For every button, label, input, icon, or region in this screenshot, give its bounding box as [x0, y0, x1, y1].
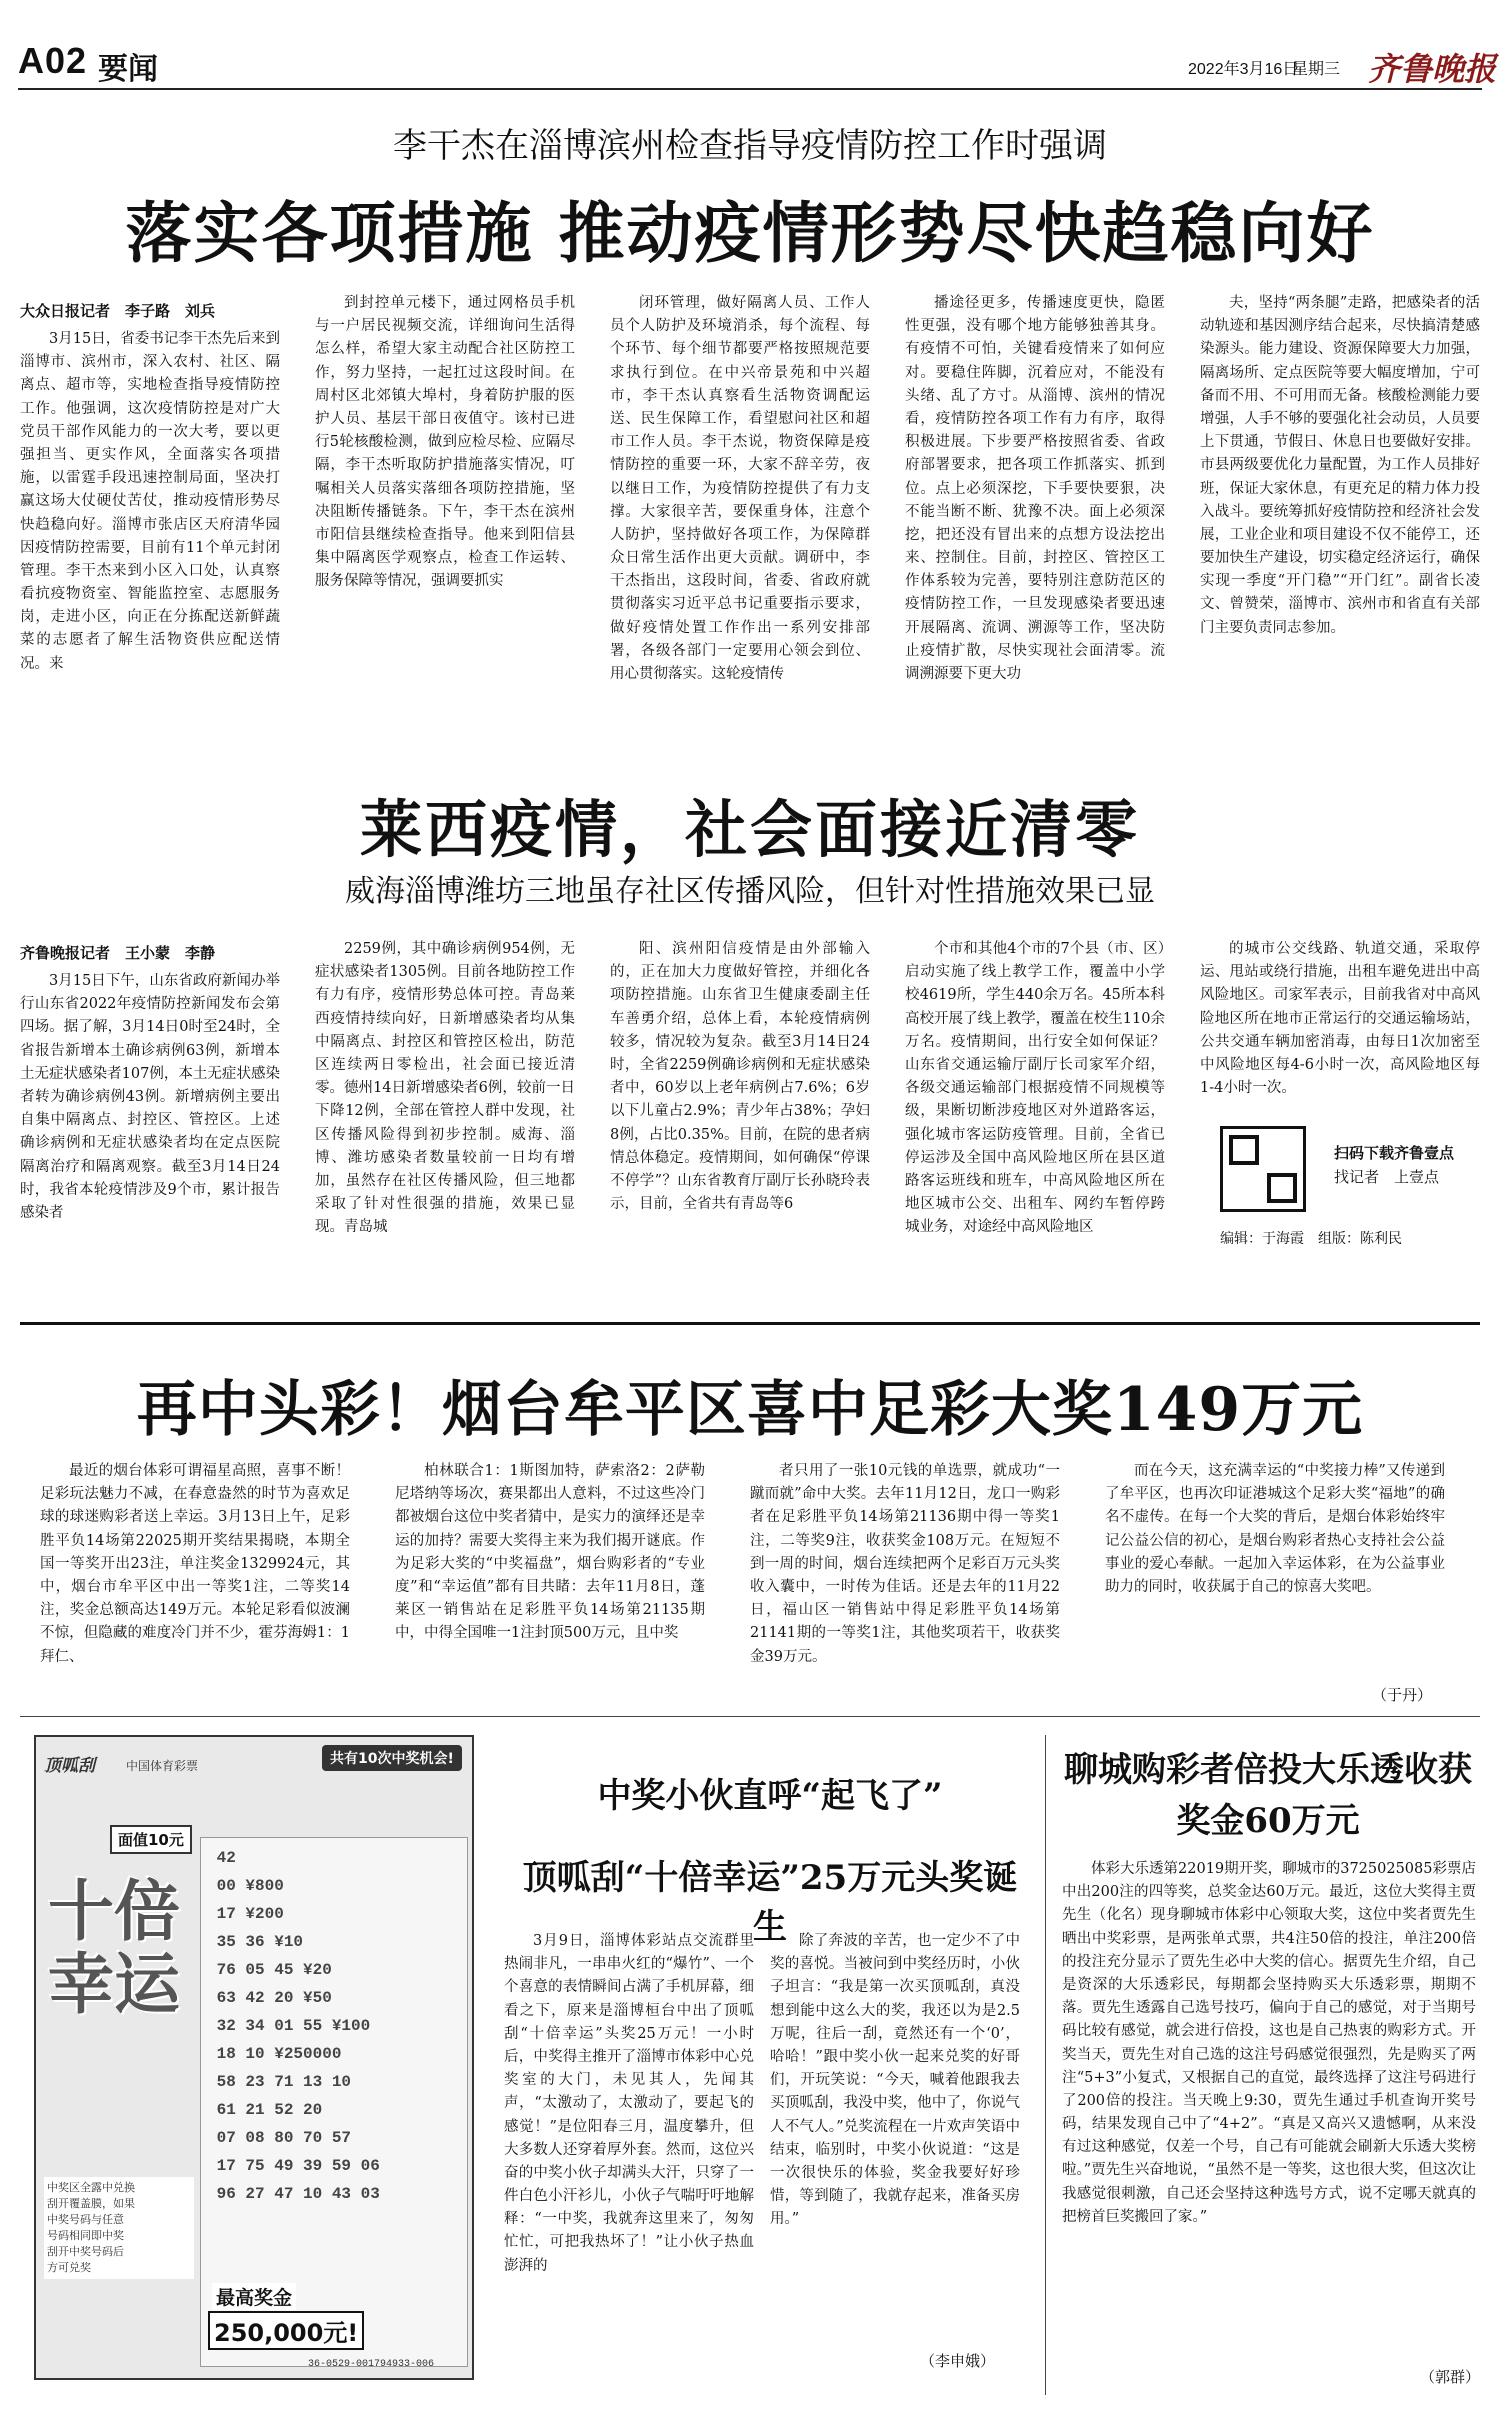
ticket-org: 中国体育彩票 — [126, 1759, 199, 1773]
ticket-banner: 共有10次中奖机会! — [322, 1745, 462, 1771]
story-b-column-2 — [315, 938, 575, 1295]
ticket-scratch-grid: 42 00 ¥800 17 ¥200 35 36 ¥10 76 05 45 ¥20 63 42 20 ¥50 32 34 01 55 ¥100 18 10 ¥250000 58 23 71 13 10 61 21 52 20 07 08 80 70 57 17 75 49 39 59 06 96 27 47 10 43 03 — [200, 1837, 468, 2367]
story-a-column-5 — [1200, 292, 1480, 743]
story-a-column-1 — [20, 328, 280, 743]
story-b-column-4 — [905, 938, 1165, 1295]
story-d-col1-text: 3月9日，淄博体彩站点交流群里热闹非凡，一串串火红的“爆竹”、一个个喜意的表情瞬间占满了手机屏幕，细看之下，原来是淄博桓台中出了顶呱刮“十倍幸运”头奖25万元！一小时后，中奖得主推开了淄博市体彩中心兑奖室的大门，未见其人，先闻其声，“太激动了，太激动了，要起飞的感觉！”是位阳春三月，温度攀升，但大多数人还穿着厚外套。然而，这位兴奋的中奖小伙子却满头大汗，只穿了一件白色小汗衫儿，小伙子气喘吁吁地解释：“一中奖，我就奔这里来了，匆匆忙忙，可把我热坏了！”让小伙子热血澎湃的 — [504, 1933, 754, 2274]
lottery-ticket-image — [34, 1735, 474, 2380]
story-a-col5-text: 夫，坚持“两条腿”走路，把感染者的活动轨迹和基因测序结合起来，尽快搞清楚感染源头。能力建设、资源保障要大力加强，隔离场所、定点医院等要大幅度增加，宁可备而不用、不可用而无备。核酸检测能力要增强，人手不够的要强化社会动员，人员要上下贯通，节假日、休息日也要做好安排。市县两级要优化力量配置，为工作人员排好班，保证大家休息，有更充足的精力体力投入战斗。要统筹抓好疫情防控和经济社会发展，工业企业和项目建设不仅不能停工，还要加快生产建设，切实稳定经济运行，确保实现一季度“开门稳”“开门红”。副省长凌文、曾赞荣，淄博市、滨州市和省直有关部门主要负责同志参加。 — [1200, 295, 1480, 636]
qr-caption-sub: 找记者 上壹点 — [1334, 1168, 1440, 1186]
story-b-col2-text: 2259例，其中确诊病例954例，无症状感染者1305例。目前各地防控工作有力有序，疫情形势总体可控。青岛莱西疫情持续向好，日新增感染者均从集中隔离点、封控区和管控区检出，防范区连续两日零检出，社会面已接近清零。德州14日新增感染者6例，较前一日下降12例，全部在管控人群中发现，社区传播风险得到初步控制。威海、淄博、潍坊感染者数量较前一日均有增加，虽然存在社区传播风险，但三地都采取了针对性很强的措施，效果已显现。青岛城 — [315, 941, 575, 1236]
ticket-serial: 36-0529-001794933-006 — [308, 2359, 435, 2370]
story-c-col2-text: 柏林联合1：1斯图加特，萨索洛2：2萨勒尼塔纳等场次，赛果都出人意料，不过这些冷门都被烟台这位中奖者猜中，是实力的演绎还是幸运的加持？需要大奖得主来为我们揭开谜底。作为足彩大奖的“中奖福盘”，烟台购彩者的“专业度”和“幸运值”都有目共睹：去年11月8日，蓬莱区一销售站在足彩胜平负14场第21135期中，中得全国唯一1注封顶500万元，且中奖 — [395, 1463, 705, 1642]
story-b-subheadline: 威海淄博潍坊三地虽存社区传播风险，但针对性措施效果已显 — [345, 874, 1155, 909]
story-a-column-3 — [610, 292, 870, 743]
section-rule — [20, 1322, 1480, 1325]
story-a-column-2 — [315, 292, 575, 743]
story-c-column-4 — [1105, 1460, 1445, 1680]
ticket-prize-label: 最高奖金 — [212, 2283, 296, 2310]
story-b-column-5 — [1200, 938, 1480, 1118]
column-divider — [1045, 1735, 1046, 2395]
story-e-column-1 — [1062, 1858, 1476, 2358]
story-b-byline: 齐鲁晚报记者 王小蒙 李静 — [20, 944, 216, 962]
qr-code-icon[interactable] — [1220, 1126, 1306, 1212]
story-a-headline: 落实各项措施 推动疫情形势尽快趋稳向好 — [125, 194, 1375, 272]
newspaper-logo: 齐鲁晚报 — [1368, 50, 1497, 88]
story-d-headline-1: 中奖小伙直呼“起飞了” — [597, 1776, 943, 1816]
story-d-col2-text: 除了奔波的辛苦，也一定少不了中奖的喜悦。当被问到中奖经历时，小伙子坦言：“我是第一次买顶呱刮，真没想到能中这么大的奖，我还以为是2.5万呢，往后一刮，竟然还有一个‘0’，哈哈！”跟中奖小伙一起来兑奖的好哥们，开玩笑说：“今天，喊着他跟我去买顶呱刮，我没中奖，他中了，你说气人不气人。”兑奖流程在一片欢声笑语中结束，临别时，中奖小伙说道：“这是一次很快乐的体验，奖金我要好好珍惜，等到随了，我就存起来，准备买房用。” — [770, 1933, 1020, 2228]
story-c-column-3 — [750, 1460, 1060, 1706]
story-b-col3-text: 阳、滨州阳信疫情是由外部输入的，正在加大力度做好管控，并细化各项防控措施。山东省卫生健康委副主任车善勇介绍，总体上看，本轮疫情病例较多，情况较为复杂。截至3月14日24时，全省2259例确诊病例和无症状感染者中，60岁以上老年病例占7.6%；6岁以下儿童占2.9%；青少年占38%；孕妇8例，占比0.35%。目前，在院的患者病情总体稳定。疫情期间，如何确保“停课不停学”？山东省教育厅副厅长孙晓玲表示，目前，全省共有青岛等6 — [610, 941, 870, 1213]
section-name: 要闻 — [98, 52, 158, 87]
story-a-byline: 大众日报记者 李子路 刘兵 — [20, 302, 216, 320]
story-e-credit: （郭群） — [1420, 2368, 1481, 2386]
story-d-column-2 — [770, 1930, 1020, 2330]
story-c-col1-text: 最近的烟台体彩可谓福星高照，喜事不断！足彩玩法魅力不减，在春意盎然的时节为喜欢足球的球迷购彩者送上幸运。3月13日上午，足彩胜平负14场第22025期开奖结果揭晓，本期全国一等奖开出23注，单注奖金1329924元，其中，烟台市牟平区中出一等奖1注，二等奖14注，奖金总额高达149万元。本轮足彩看似波澜不惊，但隐藏的难度冷门并不少，霍芬海姆1：1拜仁、 — [40, 1463, 350, 1665]
story-d-headline-2: 顶呱刮“十倍幸运”25万元头奖诞生 — [522, 1858, 1018, 1947]
qr-caption-title: 扫码下载齐鲁壹点 — [1334, 1144, 1455, 1162]
ticket-rules: 中奖区全露中兑换 刮开覆盖膜，如果 中奖号码与任意 号码相同即中奖 刮开中奖号码后 方可兑奖 — [44, 2177, 194, 2279]
story-c-headline: 再中头彩！烟台牟平区喜中足彩大奖149万元 — [136, 1375, 1364, 1445]
story-b-col1-text: 3月15日下午，山东省政府新闻办举行山东省2022年疫情防控新闻发布会第四场。据了解，3月14日0时至24时，全省报告新增本土确诊病例63例，新增本土无症状感染者107例，本土无症状感染者转为确诊病例43例。新增病例主要出自集中隔离点、封控区、管控区。上述确诊病例和无症状感染者均在定点医院隔离治疗和隔离观察。截至3月14日24时，我省本轮疫情涉及9个市，累计报告感染者 — [20, 973, 280, 1221]
story-e-col1-text: 体彩大乐透第22019期开奖，聊城市的3725025085彩票店中出200注的四等奖，总奖金达60万元。最近，这位大奖得主贾先生（化名）现身聊城市体彩中心领取大奖，这位中奖者贾先生晒出中奖彩票，是两张单式票，共4注50倍的投注，单注200倍的投注充分显示了贾先生必中大奖的信心。据贾先生介绍，自己是资深的大乐透彩民，每期都会坚持购买大乐透彩票，期期不落。贾先生透露自己选号技巧，偏向于自己的感觉，对于当期号码比较有感觉，就会进行倍投，这也是自己热衷的购彩方式。开奖当天，贾先生对自己选的这注号码感觉很强烈，先是购买了两注“5+3”小复式，又根据自己的直觉，最终选择了这注号码进行了200倍的投注。当天晚上9:30，贾先生通过手机查询开奖号码，结果发现自己中了“4+2”。“真是又高兴又遗憾啊，从来没有过这种感觉，仅差一个号，自己有可能就会刷新大乐透大奖榜啦。”贾先生兴奋地说，“虽然不是一等奖，这也很大奖，但这次让我感觉很刺激，自己还会坚持这种选号方式，说不定哪天就真的把榜首巨奖搬回了家。” — [1062, 1861, 1476, 2225]
story-a-col2-text: 到封控单元楼下，通过网格员手机与一户居民视频交流，详细询问生活得怎么样，希望大家主动配合社区防控工作，努力坚持，一起扛过这段时间。在周村区北郊镇大埠村，身着防护服的医护人员、基层干部日夜值守。该村已进行5轮核酸检测，做到应检尽检、应隔尽隔，李干杰听取防护措施落实情况，叮嘱相关人员落实落细各项防控措施，坚决阻断传播链条。下午，李干杰在滨州市阳信县继续检查指导。他来到阳信县集中隔离医学观察点，检查工作运转、服务保障等情况，强调要抓实 — [315, 295, 575, 590]
story-a-kicker: 李干杰在淄博滨州检查指导疫情防控工作时强调 — [393, 126, 1107, 166]
story-d-credit: （李申娥） — [920, 2352, 996, 2370]
story-a-col3-text: 闭环管理，做好隔离人员、工作人员个人防护及环境消杀，每个流程、每个环节、每个细节都要严格按照规范要求执行到位。在中兴帝景苑和中兴超市，李干杰认真察看生活物资调配运送、民生保障工作，看望慰问社区和超市工作人员。李干杰说，物资保障是疫情防控的重要一环，大家不辞辛劳，夜以继日工作，为疫情防控提供了有力支撑。大家很辛苦，要保重身体，注意个人防护，坚持做好各项工作，为保障群众日常生活作出更大贡献。调研中，李干杰指出，这段时间，省委、省政府就贯彻落实习近平总书记重要指示要求，做好疫情处置工作作出一系列安排部署，各级各部门一定要用心领会到位、用心贯彻落实。这轮疫情传 — [610, 295, 870, 682]
ticket-face-value: 面值10元 — [110, 1825, 192, 1854]
issue-weekday: 星期三 — [1292, 59, 1341, 78]
ticket-game-name: 十倍幸运 — [48, 1872, 180, 2023]
story-b-col5-text: 的城市公交线路、轨道交通，采取停运、甩站或绕行措施，出租车避免进出中高风险地区。司家军表示，目前我省对中高风险地区所在地市正常运行的交通运输场站，公共交通车辆加密消毒，由每日1次加密至中风险地区每4-6小时一次，高风险地区每1-4小时一次。 — [1200, 941, 1480, 1097]
story-c-col4-text: 而在今天，这充满幸运的“中奖接力棒”又传递到了牟平区，也再次印证港城这个足彩大奖“福地”的确名不虚传。在每一个大奖的背后，是烟台体彩始终牢记公益公信的初心，是烟台购彩者热心支持社会公益事业的爱心奉献。一起加入幸运体彩，在为公益事业助力的同时，收获属于自己的惊喜大奖吧。 — [1105, 1463, 1445, 1595]
story-b-col4-text: 个市和其他4个市的7个县（市、区）启动实施了线上教学工作，覆盖中小学校4619所，学生440余万名。45所本科高校开展了线上教学，覆盖在校生110余万名。疫情期间，出行安全如何保证？山东省交通运输厅副厅长司家军介绍，各级交通运输部门根据疫情不同规模等级，果断切断涉疫地区对外道路客运，强化城市客运防疫管理。目前，全省已停运涉及全国中高风险地区所在县区道路客运班线和班车，中高风险地区所在地区城市公交、出租车、网约车暂停跨城业务，对途经中高风险地区 — [905, 941, 1165, 1236]
story-c-column-1 — [40, 1460, 350, 1706]
story-b-column-3 — [610, 938, 870, 1295]
story-c-column-2 — [395, 1460, 705, 1706]
story-e-headline: 聊城购彩者倍投大乐透收获奖金60万元 — [1064, 1750, 1472, 1841]
ticket-top-prize: 250,000元! — [208, 2311, 364, 2350]
header-rule — [18, 88, 1482, 90]
issue-date: 2022年3月16日 — [1188, 61, 1299, 78]
lower-rule — [20, 1716, 1480, 1717]
story-b-headline: 莱西疫情，社会面接近清零 — [359, 793, 1140, 866]
story-a-column-4 — [905, 292, 1165, 743]
story-d-column-1 — [504, 1930, 754, 2380]
story-a-col1-text: 3月15日，省委书记李干杰先后来到淄博市、滨州市，深入农村、社区、隔离点、超市等，实地检查指导疫情防控工作。他强调，这次疫情防控是对广大党员干部作风能力的一次大考，要以更强担当、更实作风，全面落实各项措施，以雷霆手段迅速控制局面，坚决打赢这场大仗硬仗苦仗，推动疫情形势尽快趋稳向好。淄博市张店区天府清华园因疫情防控需要，目前有11个单元封闭管理。李干杰来到小区入口处，认真察看抗疫物资室、智能监控室、志愿服务岗，走进小区，向正在分拣配送新鲜蔬菜的志愿者了解生活物资供应配送情况。来 — [20, 331, 280, 672]
page-header — [0, 0, 1500, 100]
story-c-credit: （于丹） — [1372, 1686, 1433, 1704]
ticket-brand: 顶呱刮 — [44, 1756, 95, 1776]
editor-credit: 编辑：于海霞 组版：陈利民 — [1220, 1231, 1402, 1247]
story-a-col4-text: 播途径更多，传播速度更快，隐匿性更强，没有哪个地方能够独善其身。有疫情不可怕，关键看疫情来了如何应对。要稳住阵脚，沉着应对，不能没有头绪、乱了方寸。从淄博、滨州的情况看，疫情防控各项工作有力有序，取得积极进展。下步要严格按照省委、省政府部署要求，把各项工作抓落实、抓到位。点上必须深挖，下手要快要狠，决不能当断不断、犹豫不决。面上必须深挖，把还没有冒出来的点想方设法挖出来、控制住。目前，封控区、管控区工作体系较为完善，要特别注意防范区的疫情防控工作，一旦发现感染者要迅速开展隔离、流调、溯源等工作，坚决防止疫情扩散，尽快实现社会面清零。流调溯源要下更大功 — [905, 295, 1165, 682]
story-c-col3-text: 者只用了一张10元钱的单选票，就成功“一蹴而就”命中大奖。去年11月12日，龙口一购彩者在足彩胜平负14场第21136期中得一等奖1注，二等奖9注，收获奖金108万元。在短短不到一周的时间，烟台连续把两个足彩百万元头奖收入囊中，一时传为佳话。还是去年的11月22日，福山区一销售站中得足彩胜平负14场第21141期的一等奖1注，其他奖项若干，收获奖金39万元。 — [750, 1463, 1060, 1665]
story-b-column-1 — [20, 970, 280, 1295]
page-number: A02 — [18, 40, 88, 81]
